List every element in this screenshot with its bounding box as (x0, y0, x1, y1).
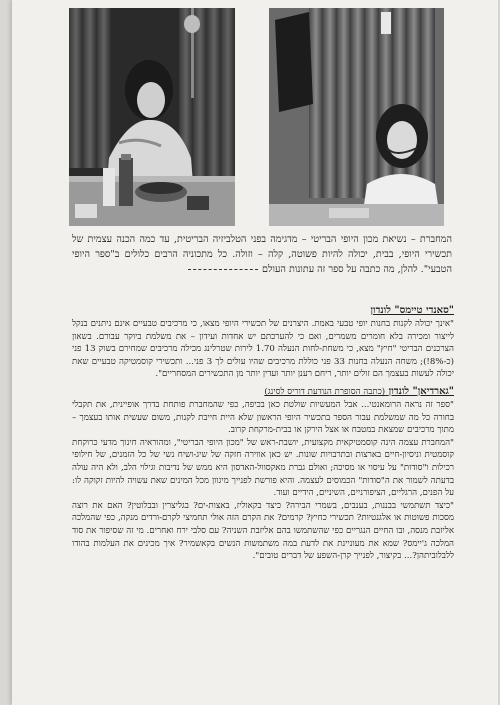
photo-author-portrait (269, 8, 444, 226)
caption-dash-line (188, 269, 258, 270)
photo-caption-text: המחברת – נשיאת מכון היופי הבריטי – מדגימה בפני הטלביזיה הבריטית, עד כמה הכנה עצמית של תכשירי היופי, בבית, יכולה להיות פשוטה, קלה – וזולה. כל מתכוניה הרבים כלולים ב"ספר היופי הטבעי". להלן, מה כתבה על ספר זה עתונות העולם (72, 234, 452, 275)
press-reviews (72, 300, 454, 563)
photo-caption (72, 232, 452, 277)
guardian-paragraph-3: "כיצד תשתמשי בבננות, בענבים, בשמרי הבירה? כיצד בקאוליז, באצות-ים? בגליצרין ובבלוטין? האם את רוצה מסכות פשוטות או אלגנטיות? תכשירי כחיץ? קרמים? את הקרם הזה אולי תחמיצי לקרם-ורדים מנקה, כפי שהמלכה אליזבת מנסה, ובו החיים הנגריים כפי שהשתמשו בהם אליזבת השניה? עם סלבי ירח ואחרים. מי זה שסיפור את סוד המלכה ג'יימס? שמא את מעוניינת את לדעת במה משתמשות הנשים בקאשמיר? איך מכינים את העלמות בהודו ללבלוביתהן?... בקיצור, לפנייך קרן-השפע של דברים טובים". (72, 500, 454, 562)
section-heading-sunday-times-title: "סאנדי טיימס" לונדון (370, 305, 454, 316)
photo-author-at-table-image (69, 8, 235, 226)
page (12, 0, 498, 705)
section-heading-guardian (72, 385, 454, 399)
sunday-times-paragraph: "אינך יכולה לקנות בחנות יופי טבעי באמת. היצרנים של תכשירי היופי מצאו, כי מרכיבים טבעיים אינם ניתנים בנקל לייצור ומכירה בלא חומרים משמרים, ואם כי להערכתם יש אחדות ועידון – את משלמת ביוקר עבורם. בשאון הצרכנים הבריטי "חיץ" מצא, כי משחת-לחות הנעלה 1.70 לירות שטרלינג מכילה מרכיבים שמחירם בשוק 13 פני (כ-8%!); משחה הנעלה בחנות 33 פני כוללת מרכיבים שהיו עולים לך 3 פני... ותכשירי קוסמטיקה טבעיים שאת יכולה לעשות בעצמך הם זולים יותר, ריחם רענן יותר ועדין יותר מן התכשירים המסחריים". (72, 319, 454, 380)
section-heading-guardian-title: "גארדיאן" לונדון (388, 385, 454, 397)
guardian-paragraph-2: "המחברת עצמה הינה קוסמטיקאית מקצועית, יושבת-ראש של "מכון היופי הבריטי", ומהוראיה חינוך מדעי כרוקחת קוסמטית וניסיון-חיים בארצות ובתרבויות שונות. יש כאן אווירה חזקה של שיג-ושיח נשי של כל הזמנים, של חילופי רכילות ו"סודות" על עיסוי או מסיכה; ואולם גברת מאקסוול-האדסון היא ממש של נדיבות וגילוי הלב, ולא היה עולה בדעתה לשמור את ה"סודות" הכמוסים לעצמה. והיא פורשת לפנייך מיגוון מכל המינים שאת עשויה להיות זקוקה לו: על הפנים, הרגליים, הציפורניים, השיניים, הידיים ועוד. (72, 437, 454, 499)
section-heading-guardian-source: (כתבה הסופרת הנודעת דוריס לסינג) (264, 386, 386, 397)
photo-author-at-table (69, 8, 235, 226)
guardian-paragraph-1: "ספר זה נראה הרומאנטי... אבל המעשיות שולטת כאן בכיפה, כפי שהמחברת פותחת בדרך אופיינית, את תקבלי בחורה כל מה שמשלמת עבור הספר בתכשיר היופי הראשון שלא היית חייבת לקנות, משום שעשית אותו בעצמך – מתוך מרכיבים שמצאת במטבח או אצל הירקן או בבית-מרקחת קרוב. (72, 399, 454, 436)
section-heading-sunday-times (72, 304, 454, 318)
photo-author-portrait-image (269, 8, 444, 226)
